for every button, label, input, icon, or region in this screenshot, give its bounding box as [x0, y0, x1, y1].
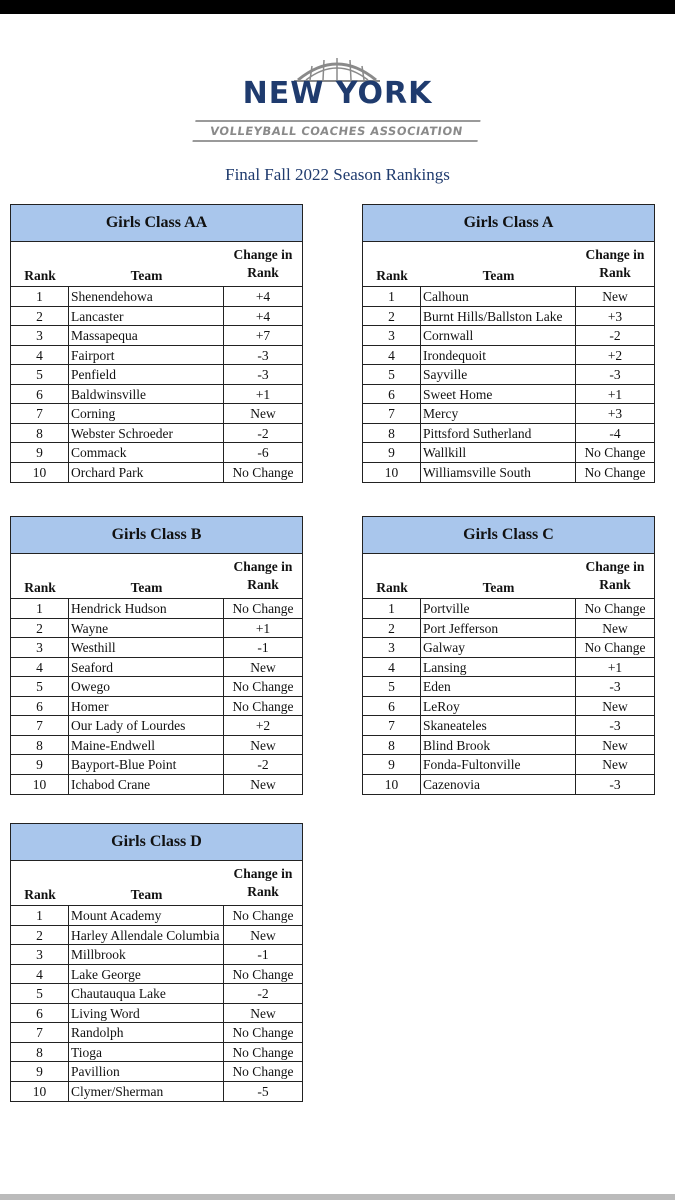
team-cell: Irondequoit	[421, 346, 576, 365]
team-cell: LeRoy	[421, 697, 576, 716]
change-cell: No Change	[584, 640, 646, 655]
table-title: Girls Class A	[363, 205, 654, 242]
team-cell: Westhill	[69, 638, 224, 657]
change-header-line1: Change in	[585, 559, 645, 574]
change-cell: +7	[255, 328, 271, 343]
team-cell: Shenendehowa	[69, 287, 224, 306]
table-row	[363, 346, 654, 366]
rank-cell: 3	[11, 638, 69, 657]
table-row	[11, 365, 302, 385]
team-cell: Williamsville South	[421, 463, 576, 483]
table-row	[11, 1023, 302, 1043]
table-row	[11, 1082, 302, 1102]
change-cell: -3	[609, 679, 621, 694]
change-cell: -5	[257, 1083, 269, 1099]
change-cell: No Change	[232, 1064, 294, 1079]
column-header-row	[11, 242, 302, 287]
team-cell: Seaford	[69, 658, 224, 677]
rank-column-header: Rank	[24, 580, 56, 595]
table-row	[363, 716, 654, 736]
table-row	[11, 906, 302, 926]
rank-column-header: Rank	[24, 887, 56, 902]
table-row	[363, 287, 654, 307]
team-cell: Corning	[69, 404, 224, 423]
table-row	[363, 599, 654, 619]
table-row	[363, 463, 654, 483]
rank-cell: 5	[363, 677, 421, 696]
team-cell: Homer	[69, 697, 224, 716]
rank-cell: 1	[11, 599, 69, 618]
change-cell: No Change	[584, 445, 646, 460]
logo-title: NEW YORK	[242, 76, 433, 111]
team-cell: Baldwinsville	[69, 385, 224, 404]
change-cell: No Change	[232, 1044, 294, 1060]
change-cell: +2	[607, 347, 623, 363]
rank-cell: 3	[363, 638, 421, 657]
table-title: Girls Class B	[11, 517, 302, 554]
change-cell: No Change	[232, 908, 294, 923]
team-cell: Wayne	[69, 619, 224, 638]
rank-cell: 5	[11, 984, 69, 1003]
rank-cell: 8	[363, 424, 421, 443]
change-cell: New	[250, 659, 276, 675]
rank-column-header: Rank	[24, 268, 56, 283]
table-row	[363, 677, 654, 697]
table-row	[11, 404, 302, 424]
change-cell: -3	[257, 347, 269, 363]
rank-cell: 8	[11, 736, 69, 755]
table-row	[11, 326, 302, 346]
table-row	[11, 619, 302, 639]
team-cell: Orchard Park	[69, 463, 224, 483]
team-cell: Pittsford Sutherland	[421, 424, 576, 443]
logo-subtitle: VOLLEYBALL COACHES ASSOCIATION	[192, 120, 480, 142]
team-column-header: Team	[130, 580, 163, 595]
table-row	[363, 365, 654, 385]
team-cell: Massapequa	[69, 326, 224, 345]
change-column-header	[576, 246, 654, 282]
change-cell: New	[250, 737, 276, 753]
team-cell: Cornwall	[421, 326, 576, 345]
table-row	[363, 443, 654, 463]
change-cell: No Change	[232, 679, 294, 694]
page-subtitle: Final Fall 2022 Season Rankings	[225, 165, 450, 184]
table-row	[11, 775, 302, 795]
change-cell: -6	[257, 445, 269, 460]
rank-cell: 7	[11, 404, 69, 423]
rank-cell: 1	[363, 599, 421, 618]
rank-cell: 10	[363, 463, 421, 483]
team-cell: Wallkill	[421, 443, 576, 462]
change-header-line1: Change in	[233, 559, 293, 574]
change-cell: New	[602, 698, 628, 714]
table-row	[11, 736, 302, 756]
change-cell: -1	[257, 640, 269, 655]
team-cell: Fonda-Fultonville	[421, 755, 576, 774]
rank-cell: 10	[11, 775, 69, 795]
team-column-header: Team	[482, 268, 515, 283]
team-cell: Maine-Endwell	[69, 736, 224, 755]
change-column-header	[576, 558, 654, 594]
table-row	[11, 658, 302, 678]
column-header-row	[11, 554, 302, 599]
team-cell: Eden	[421, 677, 576, 696]
team-column-header: Team	[130, 268, 163, 283]
table-row	[11, 945, 302, 965]
table-row	[363, 697, 654, 717]
change-cell: New	[250, 927, 276, 943]
rank-cell: 1	[363, 287, 421, 306]
change-cell: -3	[257, 367, 269, 382]
rank-cell: 4	[11, 346, 69, 365]
change-cell: New	[250, 406, 276, 421]
change-cell: +4	[255, 289, 271, 304]
change-cell: +1	[607, 386, 623, 402]
team-cell: Lansing	[421, 658, 576, 677]
rank-cell: 2	[11, 926, 69, 945]
team-cell: Skaneateles	[421, 716, 576, 735]
nyvca-logo	[190, 54, 485, 150]
change-cell: +4	[255, 308, 271, 324]
table-row	[363, 736, 654, 756]
table-row	[11, 463, 302, 483]
team-cell: Bayport-Blue Point	[69, 755, 224, 774]
table-row	[11, 307, 302, 327]
change-cell: +3	[607, 308, 623, 324]
rank-cell: 7	[11, 716, 69, 735]
change-cell: -3	[609, 367, 621, 382]
team-cell: Webster Schroeder	[69, 424, 224, 443]
top-bar	[0, 0, 675, 14]
change-header-line1: Change in	[233, 247, 293, 262]
bottom-bar	[0, 1194, 675, 1200]
change-header-line2: Rank	[599, 265, 631, 280]
table-row	[363, 424, 654, 444]
rank-cell: 7	[11, 1023, 69, 1042]
rank-cell: 3	[363, 326, 421, 345]
team-cell: Pavillion	[69, 1062, 224, 1081]
rank-cell: 3	[11, 945, 69, 964]
change-cell: New	[250, 776, 276, 792]
team-cell: Lake George	[69, 965, 224, 984]
table-title: Girls Class C	[363, 517, 654, 554]
change-cell: -2	[257, 425, 269, 441]
rank-cell: 6	[363, 385, 421, 404]
change-cell: No Change	[232, 698, 294, 714]
change-column-header	[224, 558, 302, 594]
table-row	[363, 775, 654, 795]
column-header-row	[11, 861, 302, 906]
change-cell: No Change	[584, 464, 646, 480]
change-cell: New	[602, 757, 628, 772]
rank-cell: 4	[363, 658, 421, 677]
change-header-line1: Change in	[585, 247, 645, 262]
team-cell: Mercy	[421, 404, 576, 423]
ranking-table	[10, 204, 303, 483]
rank-cell: 7	[363, 716, 421, 735]
rank-cell: 10	[11, 1082, 69, 1102]
team-cell: Portville	[421, 599, 576, 618]
team-cell: Calhoun	[421, 287, 576, 306]
table-row	[11, 424, 302, 444]
change-cell: -2	[257, 757, 269, 772]
change-cell: +1	[255, 620, 271, 636]
rank-cell: 6	[11, 385, 69, 404]
rank-cell: 10	[363, 775, 421, 795]
rank-cell: 3	[11, 326, 69, 345]
team-cell: Living Word	[69, 1004, 224, 1023]
change-cell: New	[602, 737, 628, 753]
team-column-header: Team	[482, 580, 515, 595]
table-row	[11, 677, 302, 697]
team-cell: Penfield	[69, 365, 224, 384]
rank-cell: 7	[363, 404, 421, 423]
table-title: Girls Class AA	[11, 205, 302, 242]
change-cell: -3	[609, 718, 621, 733]
table-row	[11, 965, 302, 985]
rank-cell: 2	[11, 307, 69, 326]
table-row	[363, 755, 654, 775]
change-column-header	[224, 246, 302, 282]
change-cell: New	[602, 289, 628, 304]
table-row	[11, 697, 302, 717]
team-cell: Randolph	[69, 1023, 224, 1042]
table-row	[11, 984, 302, 1004]
change-cell: -3	[609, 776, 621, 792]
table-row	[363, 638, 654, 658]
rank-cell: 2	[11, 619, 69, 638]
team-cell: Commack	[69, 443, 224, 462]
change-cell: No Change	[232, 1025, 294, 1040]
rank-cell: 4	[363, 346, 421, 365]
rank-cell: 5	[11, 677, 69, 696]
team-cell: Mount Academy	[69, 906, 224, 925]
team-cell: Blind Brook	[421, 736, 576, 755]
rank-cell: 6	[11, 1004, 69, 1023]
rank-cell: 6	[363, 697, 421, 716]
table-row	[11, 385, 302, 405]
column-header-row	[363, 554, 654, 599]
column-header-row	[363, 242, 654, 287]
rank-cell: 10	[11, 463, 69, 483]
change-header-line2: Rank	[599, 577, 631, 592]
change-cell: -1	[257, 947, 269, 962]
change-header-line2: Rank	[247, 265, 279, 280]
change-cell: New	[602, 620, 628, 636]
team-cell: Cazenovia	[421, 775, 576, 795]
team-cell: Burnt Hills/Ballston Lake	[421, 307, 576, 326]
table-row	[11, 443, 302, 463]
table-row	[11, 755, 302, 775]
team-cell: Fairport	[69, 346, 224, 365]
team-cell: Lancaster	[69, 307, 224, 326]
table-row	[363, 326, 654, 346]
change-cell: New	[250, 1005, 276, 1021]
team-cell: Chautauqua Lake	[69, 984, 224, 1003]
rank-cell: 6	[11, 697, 69, 716]
rank-cell: 5	[363, 365, 421, 384]
table-row	[11, 638, 302, 658]
rank-cell: 9	[363, 755, 421, 774]
rank-cell: 2	[363, 307, 421, 326]
ranking-table	[10, 516, 303, 795]
team-cell: Sweet Home	[421, 385, 576, 404]
team-cell: Ichabod Crane	[69, 775, 224, 795]
table-row	[363, 385, 654, 405]
rank-cell: 8	[363, 736, 421, 755]
change-cell: No Change	[232, 966, 294, 982]
rank-cell: 5	[11, 365, 69, 384]
rank-cell: 4	[11, 658, 69, 677]
change-cell: -2	[609, 328, 621, 343]
team-cell: Tioga	[69, 1043, 224, 1062]
change-cell: No Change	[584, 601, 646, 616]
rank-cell: 1	[11, 906, 69, 925]
change-header-line1: Change in	[233, 866, 293, 881]
rank-cell: 9	[11, 1062, 69, 1081]
table-row	[11, 599, 302, 619]
rank-cell: 1	[11, 287, 69, 306]
rank-cell: 9	[11, 443, 69, 462]
table-row	[363, 658, 654, 678]
table-row	[11, 287, 302, 307]
ranking-table	[362, 516, 655, 795]
table-row	[11, 346, 302, 366]
change-cell: +1	[255, 386, 271, 402]
rank-cell: 4	[11, 965, 69, 984]
change-cell: +1	[607, 659, 623, 675]
ranking-table	[10, 823, 303, 1102]
rank-column-header: Rank	[376, 268, 408, 283]
table-row	[11, 1062, 302, 1082]
table-row	[11, 1043, 302, 1063]
team-cell: Galway	[421, 638, 576, 657]
rank-column-header: Rank	[376, 580, 408, 595]
team-cell: Owego	[69, 677, 224, 696]
team-cell: Harley Allendale Columbia	[69, 926, 224, 945]
change-header-line2: Rank	[247, 577, 279, 592]
ranking-table	[362, 204, 655, 483]
team-cell: Hendrick Hudson	[69, 599, 224, 618]
change-column-header	[224, 865, 302, 901]
table-row	[11, 926, 302, 946]
change-cell: +2	[255, 718, 271, 733]
change-cell: -2	[257, 986, 269, 1001]
team-cell: Port Jefferson	[421, 619, 576, 638]
rank-cell: 8	[11, 1043, 69, 1062]
change-cell: -4	[609, 425, 621, 441]
change-cell: No Change	[232, 601, 294, 616]
rank-cell: 9	[11, 755, 69, 774]
team-column-header: Team	[130, 887, 163, 902]
table-row	[11, 1004, 302, 1024]
team-cell: Sayville	[421, 365, 576, 384]
change-cell: No Change	[232, 464, 294, 480]
rank-cell: 8	[11, 424, 69, 443]
table-row	[363, 619, 654, 639]
team-cell: Millbrook	[69, 945, 224, 964]
table-row	[363, 404, 654, 424]
change-header-line2: Rank	[247, 884, 279, 899]
table-row	[11, 716, 302, 736]
change-cell: +3	[607, 406, 623, 421]
team-cell: Our Lady of Lourdes	[69, 716, 224, 735]
table-title: Girls Class D	[11, 824, 302, 861]
rank-cell: 2	[363, 619, 421, 638]
team-cell: Clymer/Sherman	[69, 1082, 224, 1102]
table-row	[363, 307, 654, 327]
rank-cell: 9	[363, 443, 421, 462]
